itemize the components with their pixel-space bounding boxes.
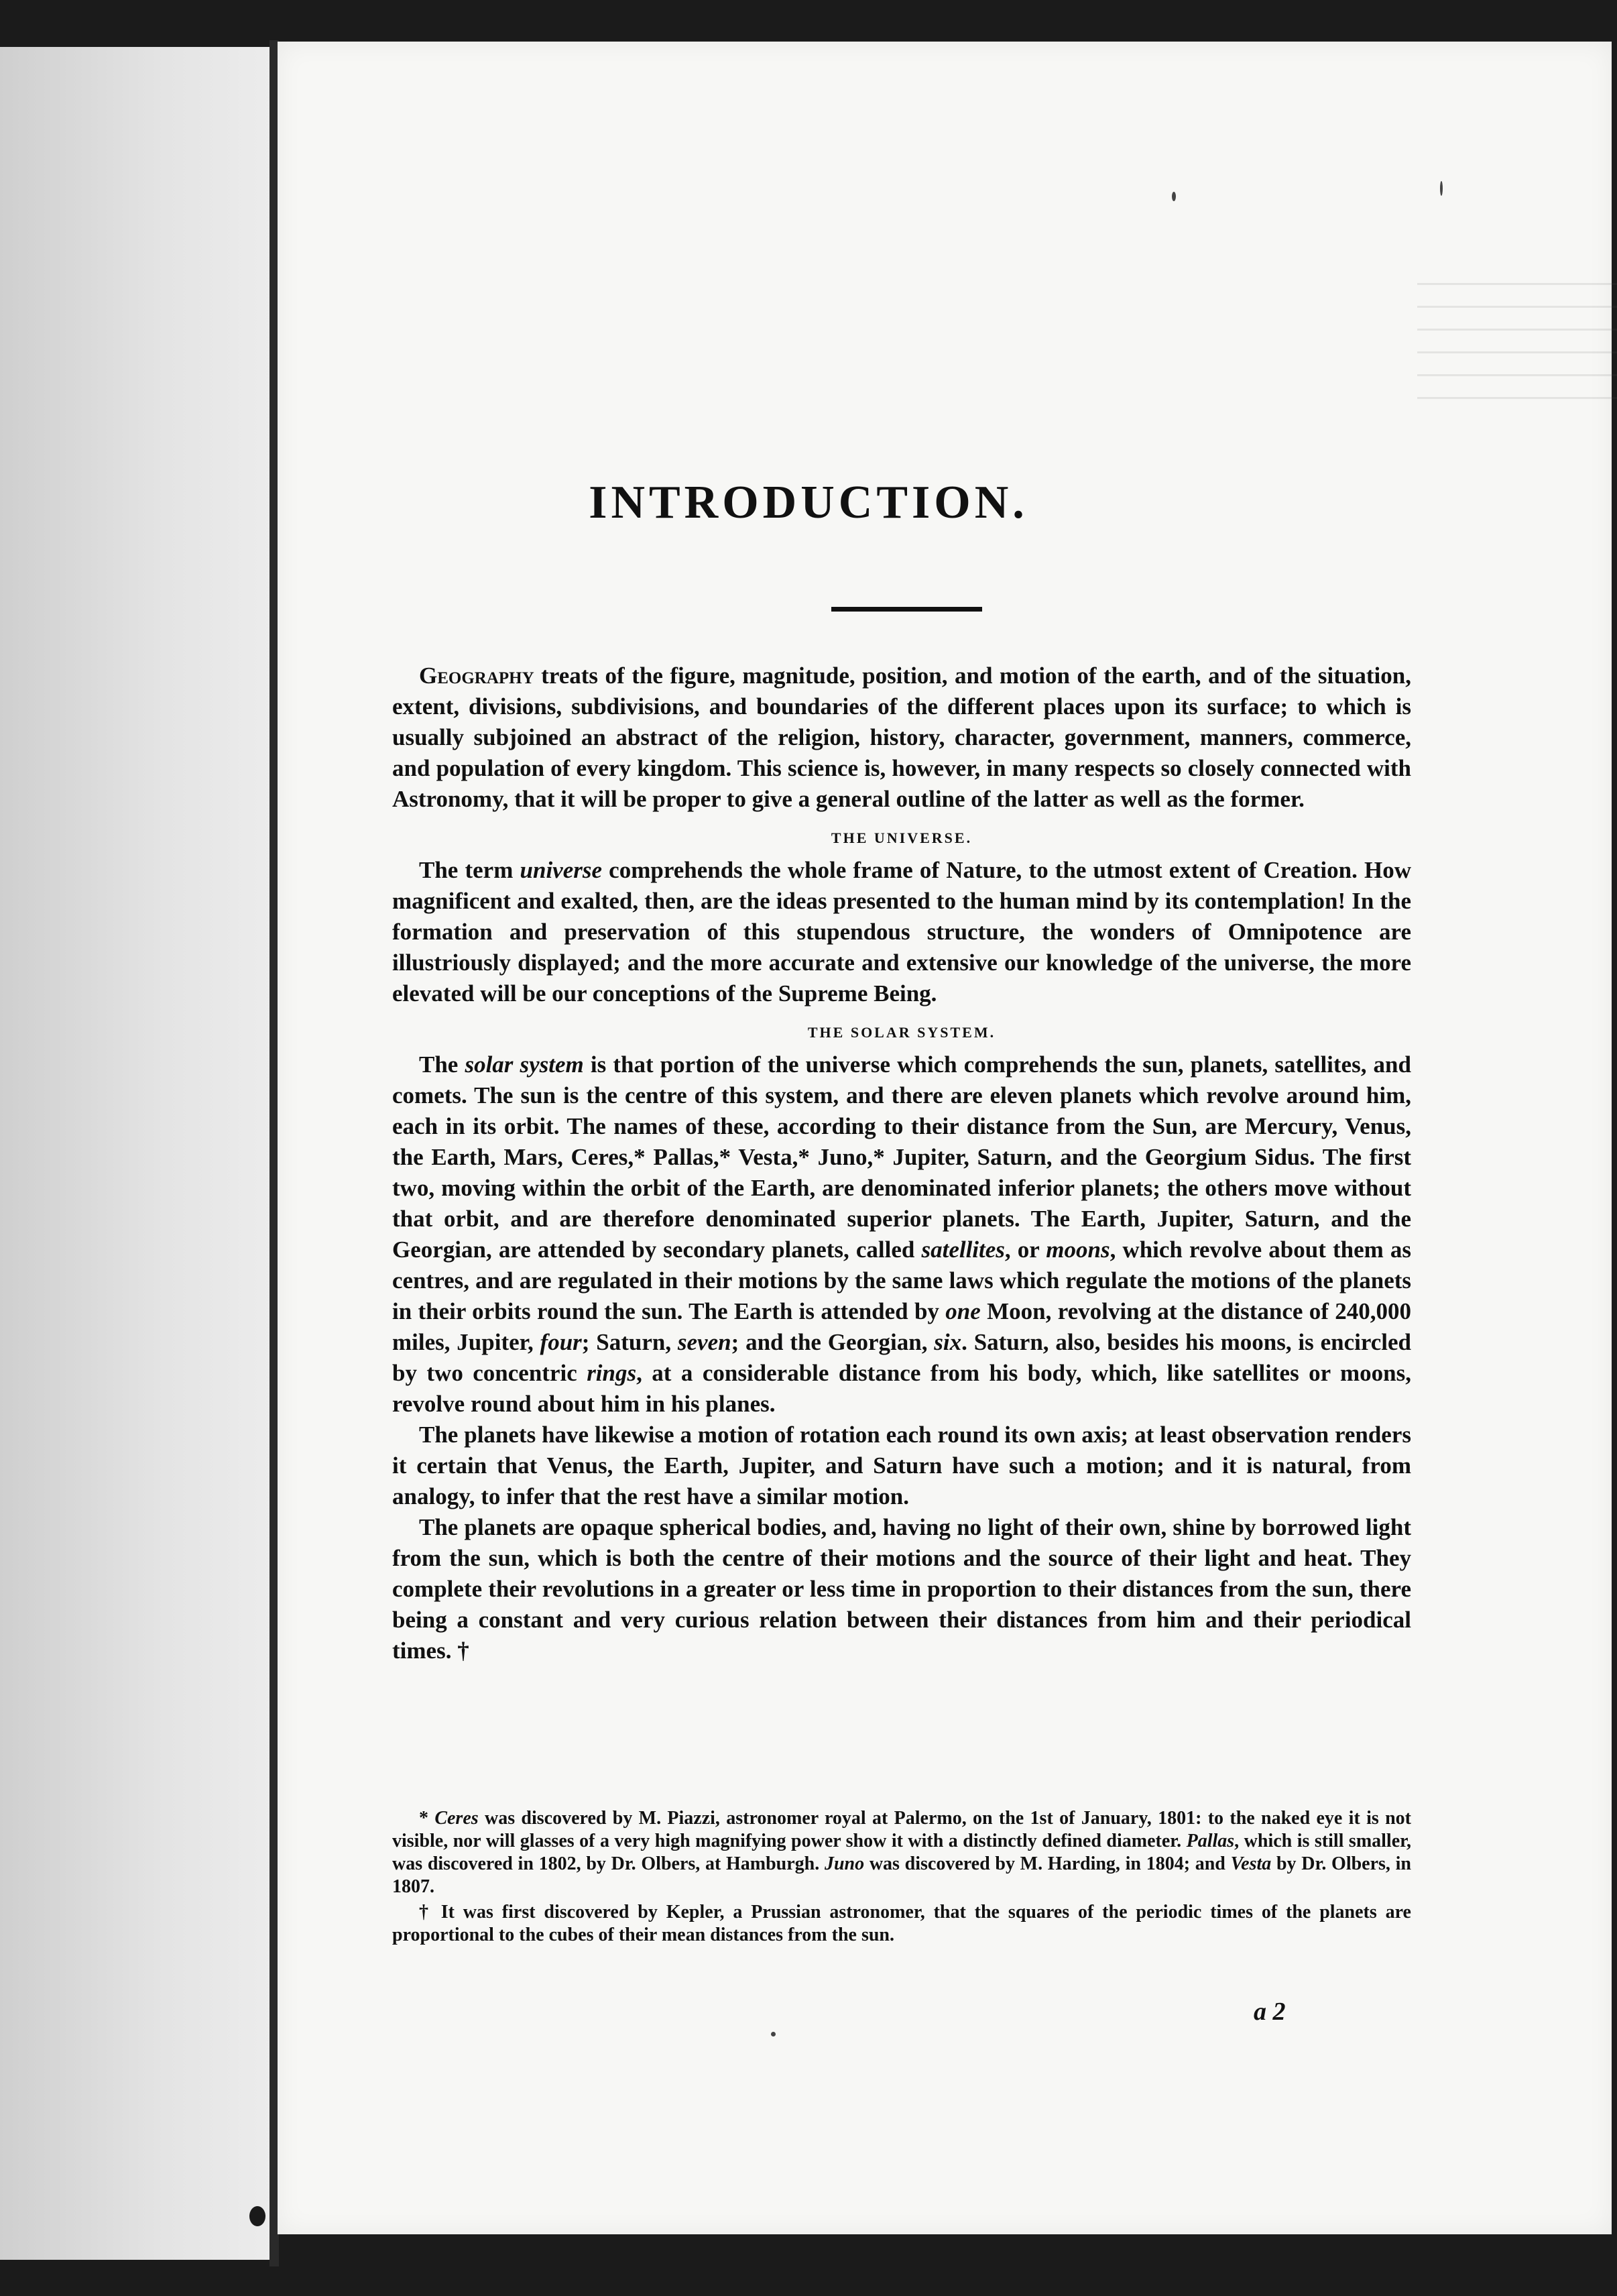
italic-term: six: [934, 1329, 962, 1355]
ink-speck: [1440, 181, 1443, 196]
footnote-2: † It was first discovered by Kepler, a Prussian astronomer, that the squares of the periodic times of the planets are proportional to the cubes of their mean distances from the sun.: [392, 1902, 1411, 1945]
italic-term: rings: [587, 1360, 637, 1386]
text-run: , or: [1004, 1237, 1046, 1263]
italic-term: Juno: [824, 1853, 865, 1874]
text-run: was discovered by M. Piazzi, astronomer royal at Palermo, on the 1st of January, 1801: to the naked eye it is not visible, nor will glasses of a very high magnifying power show it with a distinctly defined diameter.: [392, 1808, 1411, 1851]
intro-paragraph: [392, 661, 1411, 815]
text-run: is that portion of the universe which comprehends the sun, planets, satellites, and comets. The sun is the centre of this system, and there are eleven planets which revolve around him, each in its orbit. The names of these, according to their distance from the Sun, are Mercury, Venus, the Earth, Mars, Ceres,* Pallas,* Vesta,* Juno,* Jupiter, Saturn, and the Georgium Sidus. The first two, moving within the orbit of the Earth, are denominated inferior planets; the others move without that orbit, and are therefore denominated superior planets. The Earth, Jupiter, Saturn, and the Georgian, are attended by secondary planets, called: [392, 1051, 1411, 1263]
body-text: [392, 661, 1411, 1666]
italic-term: Ceres: [434, 1808, 479, 1829]
ink-speck: [1172, 192, 1176, 201]
text-run: was discovered by M. Harding, in 1804; and: [864, 1853, 1231, 1874]
page-title: INTRODUCTION.: [589, 477, 1028, 528]
universe-paragraph: [392, 855, 1411, 1009]
heading-solar-system: THE SOLAR SYSTEM.: [807, 1024, 996, 1041]
footnote-1: [392, 1807, 1411, 1898]
facing-page: [0, 47, 275, 2260]
text-run: , which is still smaller, was discovered in 1802, by Dr. Olbers, at Hamburgh.: [392, 1831, 1411, 1874]
show-through-text: [1417, 283, 1617, 417]
text-run: ; Saturn,: [581, 1329, 678, 1355]
text-run: Moon, revolving at the distance of 240,000 miles, Jupiter,: [392, 1298, 1411, 1355]
text-run: , at a considerable distance from his body, which, like satellites or moons, revolve round about him in his planes.: [392, 1360, 1411, 1417]
text-run: , which revolve about them as centres, and are regulated in their motions by the same laws which regulate the motions of the planets in their orbits round the sun. The Earth is attended by: [392, 1237, 1412, 1324]
text-run: The: [419, 1051, 465, 1078]
ink-speck: [249, 2206, 265, 2226]
text-run: ; and the Georgian,: [731, 1329, 935, 1355]
italic-term: four: [540, 1329, 582, 1355]
lead-word: Geography: [419, 663, 534, 689]
italic-term: seven: [677, 1329, 731, 1355]
solar-paragraph-3: The planets are opaque spherical bodies, and, having no light of their own, shine by borrowed light from the sun, which is both the centre of their motions and the source of their light and heat. They complete their revolutions in a greater or less time in proportion to their distances from the sun, there being a constant and very curious relation between their distances from him and their periodical times. †: [392, 1514, 1411, 1664]
solar-paragraph-1: [392, 1049, 1411, 1420]
solar-paragraph-2: The planets have likewise a motion of rotation each round its own axis; at least observation renders it certain that Venus, the Earth, Jupiter, and Saturn have such a motion; and it is natural, from analogy, to infer that the rest have a similar motion.: [392, 1422, 1411, 1509]
italic-term: satellites: [921, 1237, 1005, 1263]
italic-term: one: [945, 1298, 981, 1324]
ink-speck: [771, 2032, 776, 2036]
footnotes: [392, 1807, 1411, 1949]
heading-universe: THE UNIVERSE.: [831, 829, 973, 846]
italic-term: Pallas: [1186, 1831, 1235, 1851]
text-run: . Saturn, also, besides his moons, is encircled by two concentric: [392, 1329, 1411, 1386]
footnote-mark: *: [419, 1808, 435, 1829]
text-run: The term: [419, 857, 520, 883]
italic-term: Vesta: [1230, 1853, 1272, 1874]
italic-term: solar system: [465, 1051, 584, 1078]
intro-text: treats of the figure, magnitude, position, and motion of the earth, and of the situation, extent, divisions, subdivisions, and boundaries of the different places upon its surface; to which is usually subjoined an abstract of the religion, history, character, government, manners, commerce, and population of every kingdom. This science is, however, in many respects so closely connected with Astronomy, that it will be proper to give a general outline of the latter as well as the former.: [392, 663, 1411, 812]
text-run: comprehends the whole frame of Nature, to the utmost extent of Creation. How magnificent and exalted, then, are the ideas presented to the human mind by its contemplation! In the formation and preservation of this stupendous structure, the wonders of Omnipotence are illustriously displayed; and the more accurate and extensive our knowledge of the universe, the more elevated will be our conceptions of the Supreme Being.: [392, 857, 1411, 1007]
signature-mark: a 2: [1254, 1998, 1286, 2026]
text-run: by Dr. Olbers, in 1807.: [392, 1853, 1411, 1897]
italic-term: universe: [520, 857, 603, 883]
title-rule: [831, 607, 982, 612]
italic-term: moons: [1046, 1237, 1110, 1263]
